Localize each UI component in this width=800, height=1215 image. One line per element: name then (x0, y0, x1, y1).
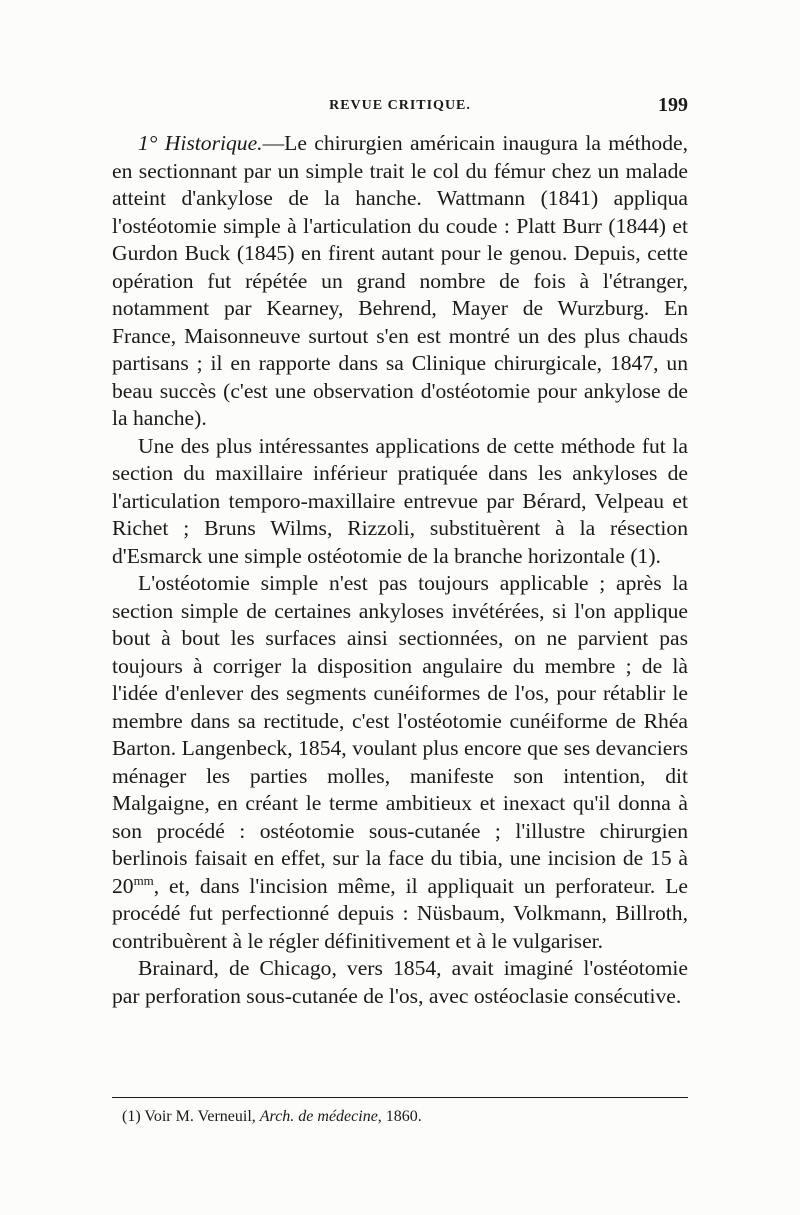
paragraph-text: Une des plus intéressantes applications de cette méthode fut la section du maxillaire inférieur pratiquée dans les ankyloses de l'articulation temporo-maxillaire entrevue par Bérard, Velpeau et Richet ; Bruns Wilms, Rizzoli, substituèrent à la résection d'Esmarck une simple ostéotomie de la branche horizontale (1). (112, 433, 688, 568)
paragraph-brainard (112, 955, 688, 1010)
paragraph-historique (112, 130, 688, 433)
paragraph-text: —Le chirurgien américain inaugura la méthode, en sectionnant par un simple trait le col du fémur chez un malade atteint d'ankylose de la hanche. Wattmann (1841) appliqua l'ostéotomie simple à l'articulation du coude : Platt Burr (1844) et Gurdon Buck (1845) en firent autant pour le genou. Depuis, cette opération fut répétée un grand nombre de fois à l'étranger, notamment par Kearney, Behrend, Mayer de Wurzburg. En France, Maisonneuve surtout s'en est montré un des plus chauds partisans ; il en rapporte dans sa Clinique chirurgicale, 1847, un beau succès (c'est une observation d'ostéotomie pour ankylose de la hanche). (112, 131, 689, 430)
paragraph-text-continued: , et, dans l'incision même, il appliquait un perforateur. Le procédé fut perfectionné depuis : Nüsbaum, Volkmann, Billroth, contribuèrent à le régler définitivement et à le vulgariser. (112, 873, 688, 953)
page-header (112, 94, 688, 122)
footnote-prefix: (1) Voir M. Verneuil, (122, 1108, 260, 1125)
footnote (122, 1107, 682, 1127)
footnote-suffix: , 1860. (377, 1108, 422, 1125)
paragraph-osteotomie-simple (112, 570, 688, 955)
footnote-divider (112, 1097, 688, 1098)
footnote-journal: Arch. de médecine (259, 1108, 378, 1125)
paragraph-text: L'ostéotomie simple n'est pas toujours applicable ; après la section simple de certaines ankyloses invétérées, si l'on applique bout à bout les surfaces ainsi sectionnées, on ne parvient pas toujours à corriger la disposition angulaire du membre ; de là l'idée d'enlever des segments cunéiformes de l'os, pour rétablir le membre dans sa rectitude, c'est l'ostéotomie cunéiforme de Rhéa Barton. Langenbeck, 1854, voulant plus encore que ses devanciers ménager les parties molles, manifeste son intention, dit Malgaigne, en créant le terme ambitieux et inexact qu'il donna à son procédé : ostéotomie sous-cutanée ; l'illustre chirurgien berlinois faisait en effet, sur la face du tibia, une incision de 15 à 20 (112, 571, 688, 898)
body-text (112, 130, 688, 1010)
paragraph-maxillaire (112, 433, 688, 571)
running-head: REVUE CRITIQUE. (329, 98, 471, 113)
page-number: 199 (658, 94, 688, 116)
superscript-unit: mm (133, 872, 154, 888)
section-lead: 1° Historique. (138, 131, 263, 155)
paragraph-text: Brainard, de Chicago, vers 1854, avait imaginé l'ostéotomie par perforation sous-cutanée de l'os, avec ostéoclasie consécutive. (112, 956, 688, 1008)
